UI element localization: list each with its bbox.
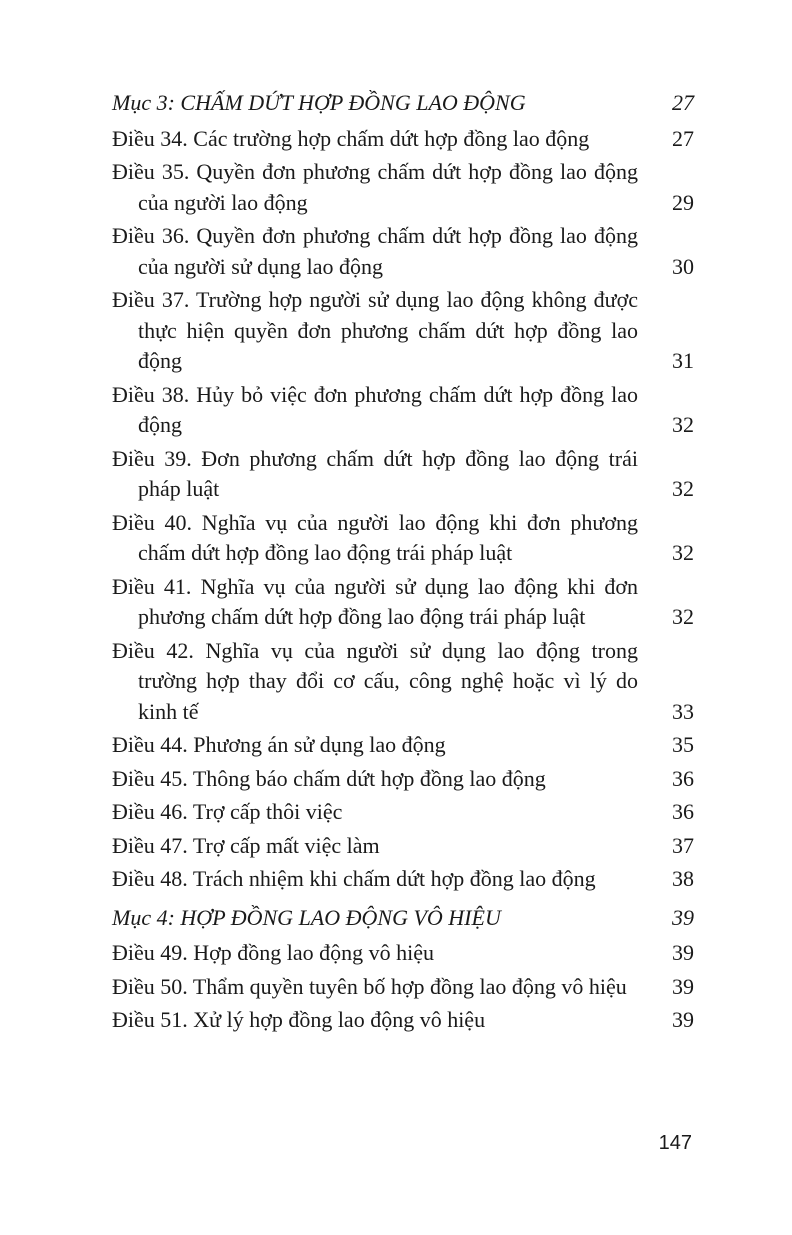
toc-entry xyxy=(112,157,694,218)
toc-entry xyxy=(112,938,694,969)
toc-entry xyxy=(112,221,694,282)
toc-page-ref: 35 xyxy=(672,732,694,757)
toc-section-title: Mục 3: CHẤM DỨT HỢP ĐỒNG LAO ĐỘNG xyxy=(112,90,526,115)
toc-entry xyxy=(112,972,694,1003)
toc-entry xyxy=(112,730,694,761)
toc-page-ref: 32 xyxy=(672,476,694,501)
toc-page-ref: 27 xyxy=(672,90,694,115)
table-of-contents xyxy=(112,88,694,1039)
toc-section-title: Mục 4: HỢP ĐỒNG LAO ĐỘNG VÔ HIỆU xyxy=(112,904,501,930)
toc-page-ref: 32 xyxy=(672,412,694,437)
toc-entry-title: Điều 36. Quyền đơn phương chấm dứt hợp đồng lao động của người sử dụng lao động xyxy=(112,223,638,279)
toc-entry xyxy=(112,864,694,895)
toc-page-ref: 39 xyxy=(672,940,694,965)
toc-entry-title: Điều 35. Quyền đơn phương chấm dứt hợp đồng lao động của người lao động xyxy=(112,159,638,215)
toc-page-ref: 27 xyxy=(672,125,694,151)
toc-entry xyxy=(112,508,694,569)
toc-entry-title: Điều 47. Trợ cấp mất việc làm xyxy=(112,832,380,858)
toc-entry-title: Điều 45. Thông báo chấm dứt hợp đồng lao động xyxy=(112,765,546,791)
toc-page-ref: 36 xyxy=(672,799,694,824)
toc-entry xyxy=(112,572,694,633)
toc-page-ref: 39 xyxy=(672,973,694,999)
toc-entry xyxy=(112,124,694,155)
toc-page-ref: 32 xyxy=(672,540,694,565)
toc-section-heading xyxy=(112,88,694,119)
toc-entry-title: Điều 48. Trách nhiệm khi chấm dứt hợp đồng lao động xyxy=(112,866,596,891)
toc-page-ref: 38 xyxy=(672,866,694,891)
toc-page-ref: 32 xyxy=(672,604,694,629)
toc-entry-title: Điều 44. Phương án sử dụng lao động xyxy=(112,732,446,757)
toc-entry-title: Điều 40. Nghĩa vụ của người lao động khi đơn phương chấm dứt hợp đồng lao động trái pháp luật xyxy=(112,509,638,565)
toc-page-ref: 37 xyxy=(672,832,694,858)
toc-page-ref: 31 xyxy=(672,348,694,373)
toc-entry-title: Điều 46. Trợ cấp thôi việc xyxy=(112,799,343,824)
toc-page-ref: 36 xyxy=(672,765,694,791)
toc-page-ref: 30 xyxy=(672,253,694,279)
toc-entry xyxy=(112,380,694,441)
toc-entry xyxy=(112,1005,694,1036)
toc-entry-title: Điều 51. Xử lý hợp đồng lao động vô hiệu xyxy=(112,1007,486,1032)
toc-entry xyxy=(112,285,694,377)
toc-entry xyxy=(112,797,694,828)
toc-entry-title: Điều 41. Nghĩa vụ của người sử dụng lao động khi đơn phương chấm dứt hợp đồng lao động trái pháp luật xyxy=(112,573,638,629)
toc-page-ref: 29 xyxy=(672,189,694,215)
toc-entry-title: Điều 42. Nghĩa vụ của người sử dụng lao động trong trường hợp thay đổi cơ cấu, công nghệ hoặc vì lý do kinh tế xyxy=(112,637,638,724)
toc-entry-title: Điều 50. Thẩm quyền tuyên bố hợp đồng lao động vô hiệu xyxy=(112,973,627,999)
toc-entry xyxy=(112,831,694,862)
toc-entry xyxy=(112,764,694,795)
toc-entry-title: Điều 49. Hợp đồng lao động vô hiệu xyxy=(112,940,435,965)
toc-entry-title: Điều 38. Hủy bỏ việc đơn phương chấm dứt hợp đồng lao động xyxy=(112,381,638,437)
toc-page-ref: 39 xyxy=(672,904,694,930)
toc-page-ref: 39 xyxy=(672,1007,694,1032)
toc-entry xyxy=(112,636,694,728)
toc-entry xyxy=(112,444,694,505)
toc-entry-title: Điều 34. Các trường hợp chấm dứt hợp đồng lao động xyxy=(112,125,590,151)
toc-entry-title: Điều 37. Trường hợp người sử dụng lao động không được thực hiện quyền đơn phương chấm dứt hợp đồng lao động xyxy=(112,287,638,373)
toc-entry-title: Điều 39. Đơn phương chấm dứt hợp đồng lao động trái pháp luật xyxy=(112,445,638,501)
toc-page-ref: 33 xyxy=(672,698,694,724)
toc-section-heading xyxy=(112,903,694,934)
page-number: 147 xyxy=(658,1132,692,1154)
